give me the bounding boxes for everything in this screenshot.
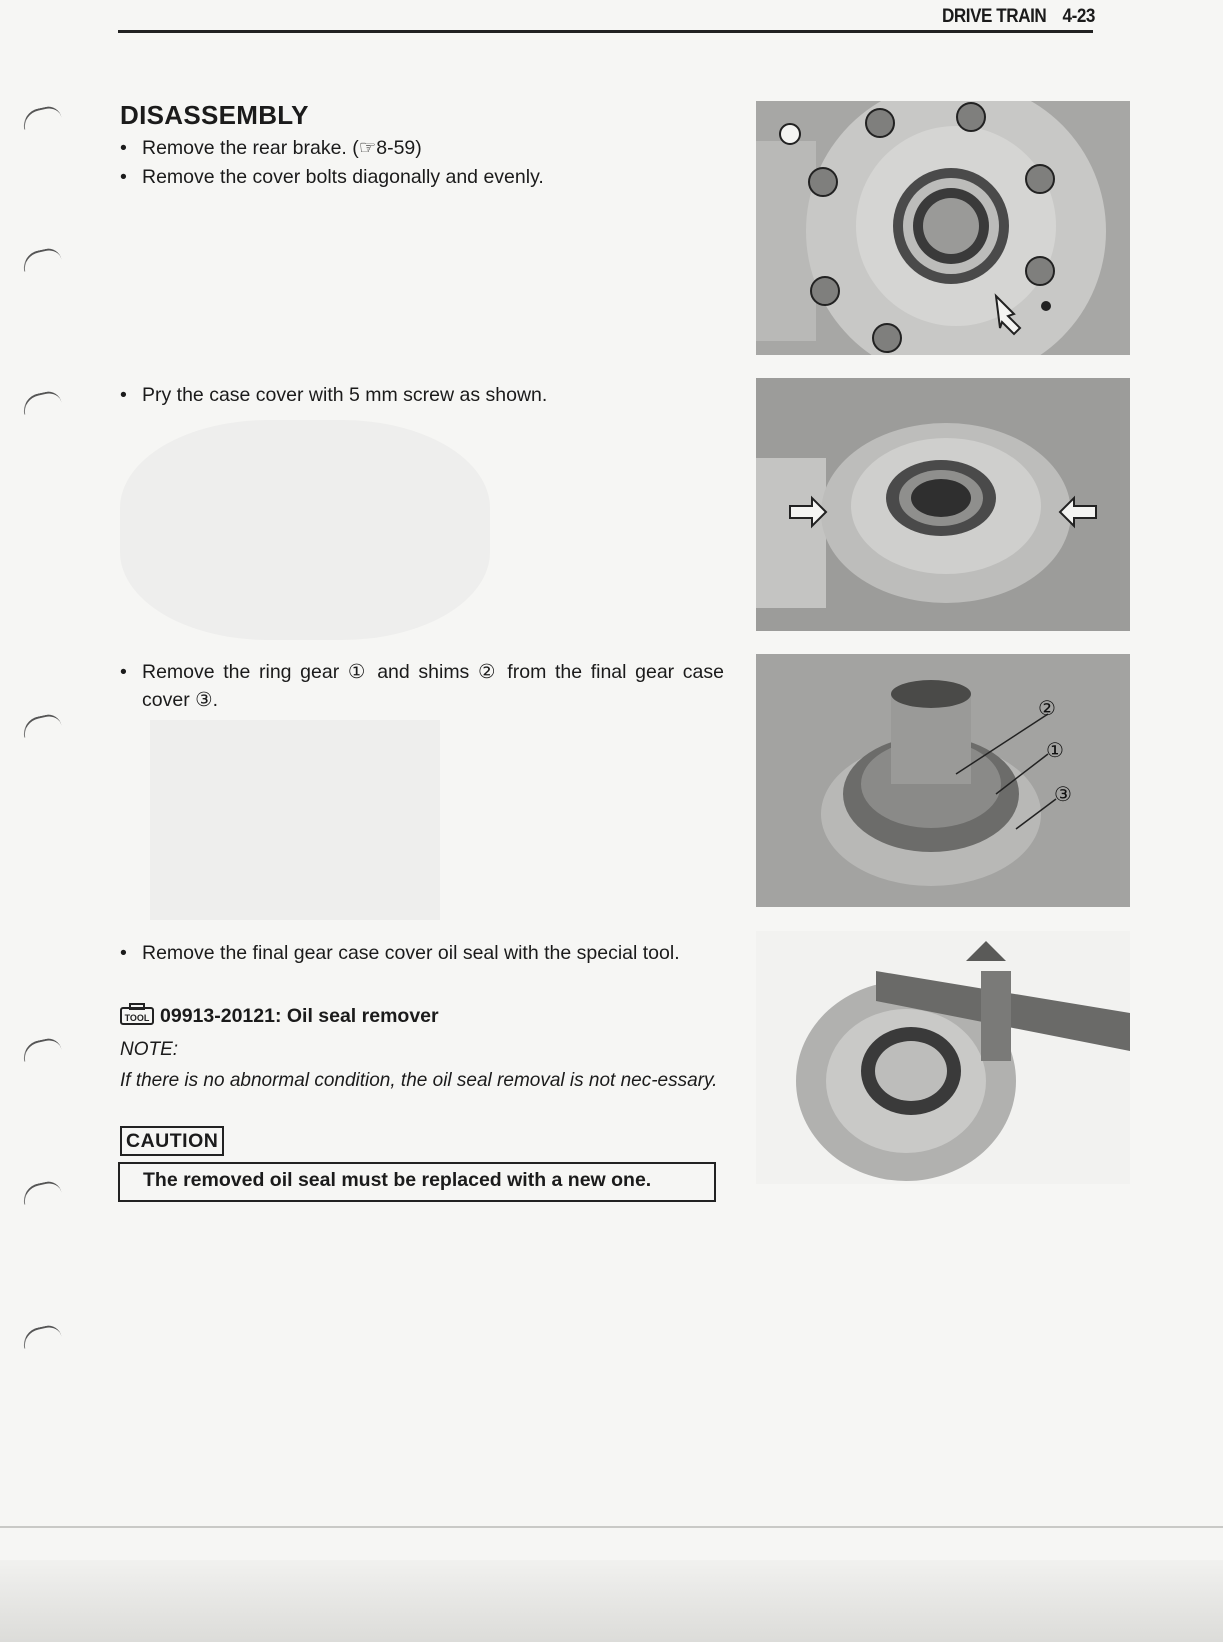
callout-ring-gear: ① [1046,740,1064,762]
step-text: Pry the case cover with 5 mm screw as shown. [142,384,548,406]
bullet-mark: • [120,137,127,159]
caution-label: CAUTION [120,1126,224,1156]
header-rule [118,30,1093,33]
callout-case-cover: ③ [1054,784,1072,806]
binder-ring-mark [21,389,63,415]
step-item [120,658,724,714]
photo-pry-cover [756,378,1130,631]
bullet-mark: • [120,661,127,683]
bullet-mark: • [120,942,127,964]
section-heading: DISASSEMBLY [120,100,309,130]
photo-ring-gear [756,654,1130,907]
binder-ring-mark [21,104,63,130]
special-tool-line [120,1003,439,1028]
tool-text: 09913-20121: Oil seal remover [160,1005,439,1027]
photo-oil-seal-removal [756,931,1130,1184]
bullet-mark: • [120,166,127,188]
callout-shims: ② [1038,698,1056,720]
step-item [120,381,720,409]
step-text: Remove the ring gear ① and shims ② from the final gear case cover ③. [142,661,724,711]
note-text: If there is no abnormal condition, the oil seal removal is not nec-essary. [120,1070,718,1091]
binder-ring-mark [21,1179,63,1205]
tool-icon [120,1003,154,1025]
tool-badge-label: TOOL [124,1013,150,1023]
photo-cover-bolts [756,101,1130,355]
bleed-through-shadow [150,720,440,920]
step-item [120,163,720,191]
page-header [942,6,1095,28]
bullet-mark: • [120,384,127,406]
step-text: Remove the rear brake. (☞8-59) [142,137,422,159]
step-text: Remove the final gear case cover oil seal with the special tool. [142,942,680,964]
bleed-through-shadow [120,420,490,640]
step-text: Remove the cover bolts diagonally and evenly. [142,166,544,188]
header-section: DRIVE TRAIN [942,6,1047,27]
binder-ring-mark [21,246,63,272]
binder-ring-mark [21,712,63,738]
binder-ring-mark [21,1323,63,1349]
header-page-number: 4-23 [1062,6,1095,27]
scan-shadow [0,1560,1223,1642]
step-item [120,134,580,162]
step-item [120,939,724,967]
caution-text: The removed oil seal must be replaced with a new one. [143,1169,652,1191]
binder-ring-mark [21,1036,63,1062]
note-label: NOTE: [120,1039,179,1060]
bottom-rule [0,1526,1223,1528]
